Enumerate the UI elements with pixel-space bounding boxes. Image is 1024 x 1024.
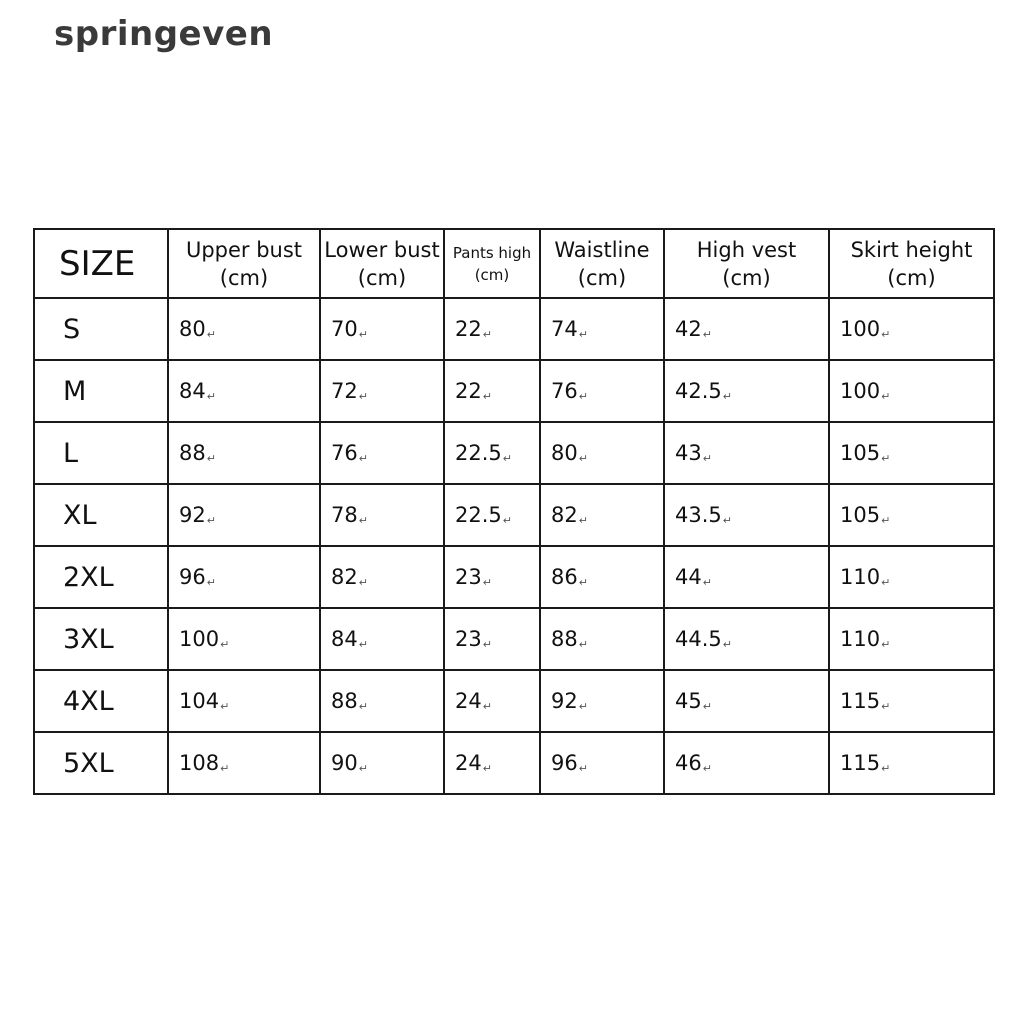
value-cell — [829, 298, 994, 360]
return-mark-icon: ↵ — [358, 576, 368, 589]
value-text: 80 — [551, 441, 578, 465]
value-text: 76 — [331, 441, 358, 465]
value-cell — [444, 360, 540, 422]
value-cell — [320, 546, 444, 608]
value-text: 100 — [179, 627, 220, 651]
table-row — [34, 422, 994, 484]
value-cell — [444, 732, 540, 794]
value-cell — [540, 422, 664, 484]
table-row — [34, 670, 994, 732]
return-mark-icon: ↵ — [881, 328, 891, 341]
value-cell — [829, 360, 994, 422]
value-cell — [664, 360, 829, 422]
table-header — [34, 229, 994, 298]
value-cell — [540, 298, 664, 360]
size-label-cell: S — [34, 298, 168, 360]
value-cell — [168, 546, 320, 608]
return-mark-icon: ↵ — [702, 452, 712, 465]
value-cell — [540, 360, 664, 422]
return-mark-icon: ↵ — [358, 762, 368, 775]
table-row — [34, 608, 994, 670]
value-cell — [444, 670, 540, 732]
value-cell — [540, 484, 664, 546]
return-mark-icon: ↵ — [220, 638, 230, 651]
return-mark-icon: ↵ — [578, 700, 588, 713]
value-cell — [829, 670, 994, 732]
size-label-cell: M — [34, 360, 168, 422]
value-text: 44 — [675, 565, 702, 589]
size-label-cell: 4XL — [34, 670, 168, 732]
size-label-cell: XL — [34, 484, 168, 546]
return-mark-icon: ↵ — [482, 700, 492, 713]
value-cell — [540, 732, 664, 794]
value-cell — [320, 298, 444, 360]
return-mark-icon: ↵ — [881, 452, 891, 465]
value-cell — [664, 670, 829, 732]
value-text: 82 — [551, 503, 578, 527]
table-body — [34, 298, 994, 794]
value-cell — [444, 546, 540, 608]
value-cell — [444, 298, 540, 360]
value-cell — [168, 732, 320, 794]
value-text: 74 — [551, 317, 578, 341]
return-mark-icon: ↵ — [220, 700, 230, 713]
value-text: 22 — [455, 379, 482, 403]
value-cell — [168, 360, 320, 422]
value-cell — [829, 732, 994, 794]
value-cell — [168, 484, 320, 546]
return-mark-icon: ↵ — [881, 576, 891, 589]
value-text: 44.5 — [675, 627, 722, 651]
value-text: 96 — [551, 751, 578, 775]
return-mark-icon: ↵ — [206, 328, 216, 341]
value-text: 24 — [455, 751, 482, 775]
value-cell — [664, 546, 829, 608]
value-text: 100 — [840, 317, 881, 341]
return-mark-icon: ↵ — [482, 762, 492, 775]
return-mark-icon: ↵ — [702, 576, 712, 589]
value-cell — [664, 298, 829, 360]
header-pants-high: Pants high (cm) — [444, 229, 540, 298]
return-mark-icon: ↵ — [702, 700, 712, 713]
value-text: 46 — [675, 751, 702, 775]
return-mark-icon: ↵ — [578, 390, 588, 403]
value-text: 72 — [331, 379, 358, 403]
return-mark-icon: ↵ — [578, 328, 588, 341]
value-cell — [829, 546, 994, 608]
value-cell — [444, 484, 540, 546]
return-mark-icon: ↵ — [206, 390, 216, 403]
value-text: 43.5 — [675, 503, 722, 527]
value-text: 84 — [179, 379, 206, 403]
value-cell — [540, 670, 664, 732]
table-row — [34, 546, 994, 608]
return-mark-icon: ↵ — [358, 700, 368, 713]
return-mark-icon: ↵ — [502, 514, 512, 527]
header-high-vest: High vest (cm) — [664, 229, 829, 298]
table-row — [34, 360, 994, 422]
return-mark-icon: ↵ — [702, 762, 712, 775]
return-mark-icon: ↵ — [358, 328, 368, 341]
value-text: 88 — [551, 627, 578, 651]
value-text: 92 — [551, 689, 578, 713]
value-text: 24 — [455, 689, 482, 713]
return-mark-icon: ↵ — [206, 452, 216, 465]
value-text: 88 — [179, 441, 206, 465]
header-upper-bust: Upper bust (cm) — [168, 229, 320, 298]
return-mark-icon: ↵ — [502, 452, 512, 465]
size-label-cell: 2XL — [34, 546, 168, 608]
value-cell — [664, 732, 829, 794]
value-text: 96 — [179, 565, 206, 589]
table-row — [34, 732, 994, 794]
value-text: 23 — [455, 565, 482, 589]
value-cell — [829, 608, 994, 670]
header-row — [34, 229, 994, 298]
size-chart-table — [33, 228, 995, 795]
value-cell — [168, 298, 320, 360]
value-text: 115 — [840, 751, 881, 775]
value-cell — [320, 484, 444, 546]
return-mark-icon: ↵ — [722, 514, 732, 527]
return-mark-icon: ↵ — [722, 390, 732, 403]
value-cell — [444, 422, 540, 484]
return-mark-icon: ↵ — [881, 638, 891, 651]
value-text: 42 — [675, 317, 702, 341]
return-mark-icon: ↵ — [578, 576, 588, 589]
value-cell — [540, 546, 664, 608]
value-text: 105 — [840, 503, 881, 527]
value-cell — [320, 608, 444, 670]
return-mark-icon: ↵ — [881, 390, 891, 403]
value-text: 110 — [840, 565, 881, 589]
value-cell — [320, 732, 444, 794]
value-cell — [444, 608, 540, 670]
value-text: 70 — [331, 317, 358, 341]
value-cell — [168, 670, 320, 732]
value-text: 90 — [331, 751, 358, 775]
value-text: 45 — [675, 689, 702, 713]
brand-name: springeven — [54, 14, 274, 54]
value-text: 104 — [179, 689, 220, 713]
return-mark-icon: ↵ — [722, 638, 732, 651]
return-mark-icon: ↵ — [578, 638, 588, 651]
return-mark-icon: ↵ — [482, 328, 492, 341]
value-text: 100 — [840, 379, 881, 403]
header-lower-bust: Lower bust (cm) — [320, 229, 444, 298]
value-cell — [168, 422, 320, 484]
size-label-cell: 5XL — [34, 732, 168, 794]
value-text: 105 — [840, 441, 881, 465]
value-cell — [829, 422, 994, 484]
value-text: 108 — [179, 751, 220, 775]
return-mark-icon: ↵ — [358, 390, 368, 403]
value-cell — [168, 608, 320, 670]
value-cell — [320, 422, 444, 484]
return-mark-icon: ↵ — [206, 514, 216, 527]
table-row — [34, 484, 994, 546]
value-text: 42.5 — [675, 379, 722, 403]
value-text: 82 — [331, 565, 358, 589]
value-cell — [664, 484, 829, 546]
value-cell — [320, 670, 444, 732]
return-mark-icon: ↵ — [358, 514, 368, 527]
value-text: 115 — [840, 689, 881, 713]
return-mark-icon: ↵ — [482, 638, 492, 651]
value-text: 22 — [455, 317, 482, 341]
return-mark-icon: ↵ — [578, 452, 588, 465]
return-mark-icon: ↵ — [881, 700, 891, 713]
header-waistline: Waistline (cm) — [540, 229, 664, 298]
size-label-cell: L — [34, 422, 168, 484]
value-text: 22.5 — [455, 441, 502, 465]
return-mark-icon: ↵ — [206, 576, 216, 589]
value-text: 110 — [840, 627, 881, 651]
value-text: 78 — [331, 503, 358, 527]
value-cell — [540, 608, 664, 670]
value-text: 92 — [179, 503, 206, 527]
return-mark-icon: ↵ — [578, 514, 588, 527]
value-cell — [320, 360, 444, 422]
header-size: SIZE — [34, 229, 168, 298]
value-text: 23 — [455, 627, 482, 651]
value-text: 76 — [551, 379, 578, 403]
value-cell — [664, 608, 829, 670]
value-text: 86 — [551, 565, 578, 589]
return-mark-icon: ↵ — [358, 638, 368, 651]
value-text: 84 — [331, 627, 358, 651]
value-text: 88 — [331, 689, 358, 713]
return-mark-icon: ↵ — [881, 762, 891, 775]
value-cell — [829, 484, 994, 546]
return-mark-icon: ↵ — [220, 762, 230, 775]
value-text: 80 — [179, 317, 206, 341]
return-mark-icon: ↵ — [482, 390, 492, 403]
return-mark-icon: ↵ — [358, 452, 368, 465]
size-label-cell: 3XL — [34, 608, 168, 670]
value-text: 22.5 — [455, 503, 502, 527]
return-mark-icon: ↵ — [578, 762, 588, 775]
value-cell — [664, 422, 829, 484]
return-mark-icon: ↵ — [881, 514, 891, 527]
return-mark-icon: ↵ — [482, 576, 492, 589]
header-skirt-height: Skirt height (cm) — [829, 229, 994, 298]
return-mark-icon: ↵ — [702, 328, 712, 341]
table-row — [34, 298, 994, 360]
value-text: 43 — [675, 441, 702, 465]
